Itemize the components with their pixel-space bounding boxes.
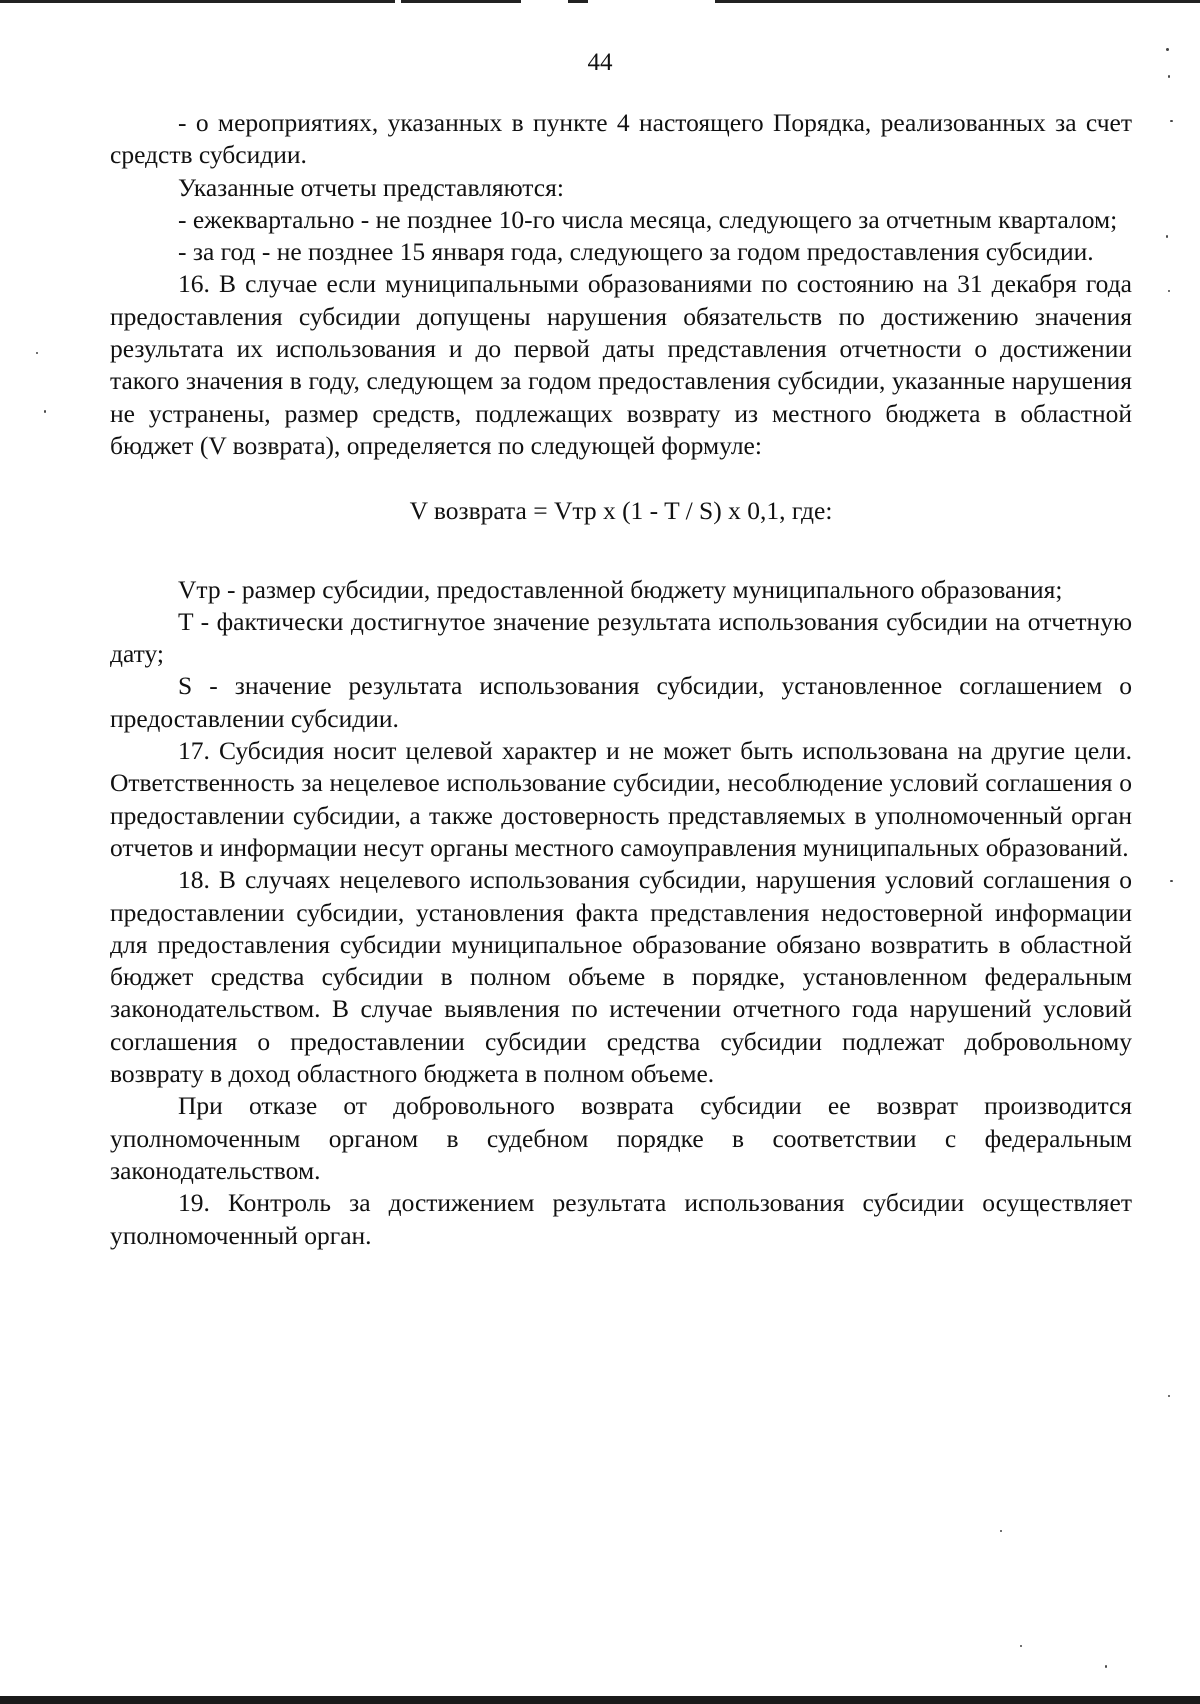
scan-speck (1170, 880, 1173, 882)
scan-speck (1166, 235, 1168, 238)
paragraph-events-list-item: - о мероприятиях, указанных в пункте 4 настоящего Порядка, реализованных за счет средств субсидии. (110, 108, 1132, 170)
paragraph-quarterly-deadline: - ежеквартально - не позднее 10-го числа месяца, следующего за отчетным кварталом; (178, 204, 1118, 234)
paragraph-annual-deadline: - за год - не позднее 15 января года, следующего за годом предоставления субсидии. (178, 237, 1094, 267)
paragraph-clause-19: 19. Контроль за достижением результата использования субсидии осуществляет уполномоченный орган. (110, 1188, 1132, 1250)
scan-speck (1105, 1665, 1107, 1668)
scan-edge-top (401, 0, 521, 3)
paragraph-refusal-refund: При отказе от добровольного возврата субсидии ее возврат производится уполномоченным органом в судебном порядке в соответствии с федеральным законодательством. (110, 1091, 1132, 1185)
paragraph-clause-16: 16. В случае если муниципальными образованиями по состоянию на 31 декабря года предоставления субсидии допущены нарушения обязательств по достижению значения результата их использования и до первой даты представления отчетности о достижении такого значения в году, следующем за годом предоставления субсидии, указанные нарушения не устранены, размер средств, подлежащих возврату из местного бюджета в областной бюджет (V возврата), определяется по следующей формуле: (110, 269, 1132, 460)
scan-speck (1168, 1395, 1170, 1397)
scan-speck (1168, 290, 1170, 292)
scan-edge-top (715, 0, 1200, 3)
page-number: 44 (587, 49, 613, 76)
definition-t: T - фактически достигнутое значение результата использования субсидии на отчетную дату; (110, 606, 1132, 669)
scan-speck (1020, 1645, 1022, 1647)
scan-speck (36, 352, 38, 354)
definition-s: S - значение результата использования субсидии, установленное соглашением о предоставлении субсидии. (110, 671, 1132, 733)
paragraph-reports-intro: Указанные отчеты представляются: (178, 172, 564, 202)
refund-formula: V возврата = Vтр x (1 - T / S) x 0,1, где: (409, 496, 833, 526)
scan-edge-top (0, 0, 395, 3)
paragraph-clause-18: 18. В случаях нецелевого использования субсидии, нарушения условий соглашения о предоставлении субсидии, установления факта представления недостоверной информации для предоставления субсидии муниципальное образование обязано возвратить в областной бюджет средства субсидии в полном объеме в порядке, установленном федеральным законодательством. В случае выявления по истечении отчетного года нарушений условий соглашения о предоставлении субсидии средства субсидии подлежат добровольному возврату в доход областного бюджета в полном объеме. (110, 865, 1132, 1089)
scan-speck (1000, 1530, 1002, 1532)
scan-edge-bottom (0, 1696, 1200, 1704)
document-body (110, 107, 1132, 1252)
scan-speck (44, 410, 46, 413)
scan-edge-top (568, 0, 588, 3)
definition-vtr: Vтр - размер субсидии, предоставленной бюджету муниципального образования; (178, 574, 1063, 604)
scan-speck (1170, 120, 1173, 122)
paragraph-clause-17: 17. Субсидия носит целевой характер и не может быть использована на другие цели. Ответственность за нецелевое использование субсидии, несоблюдение условий соглашения о предоставлении субсидии, а также достоверность представляемых в уполномоченный орган отчетов и информации несут органы местного самоуправления муниципальных образований. (110, 736, 1132, 862)
